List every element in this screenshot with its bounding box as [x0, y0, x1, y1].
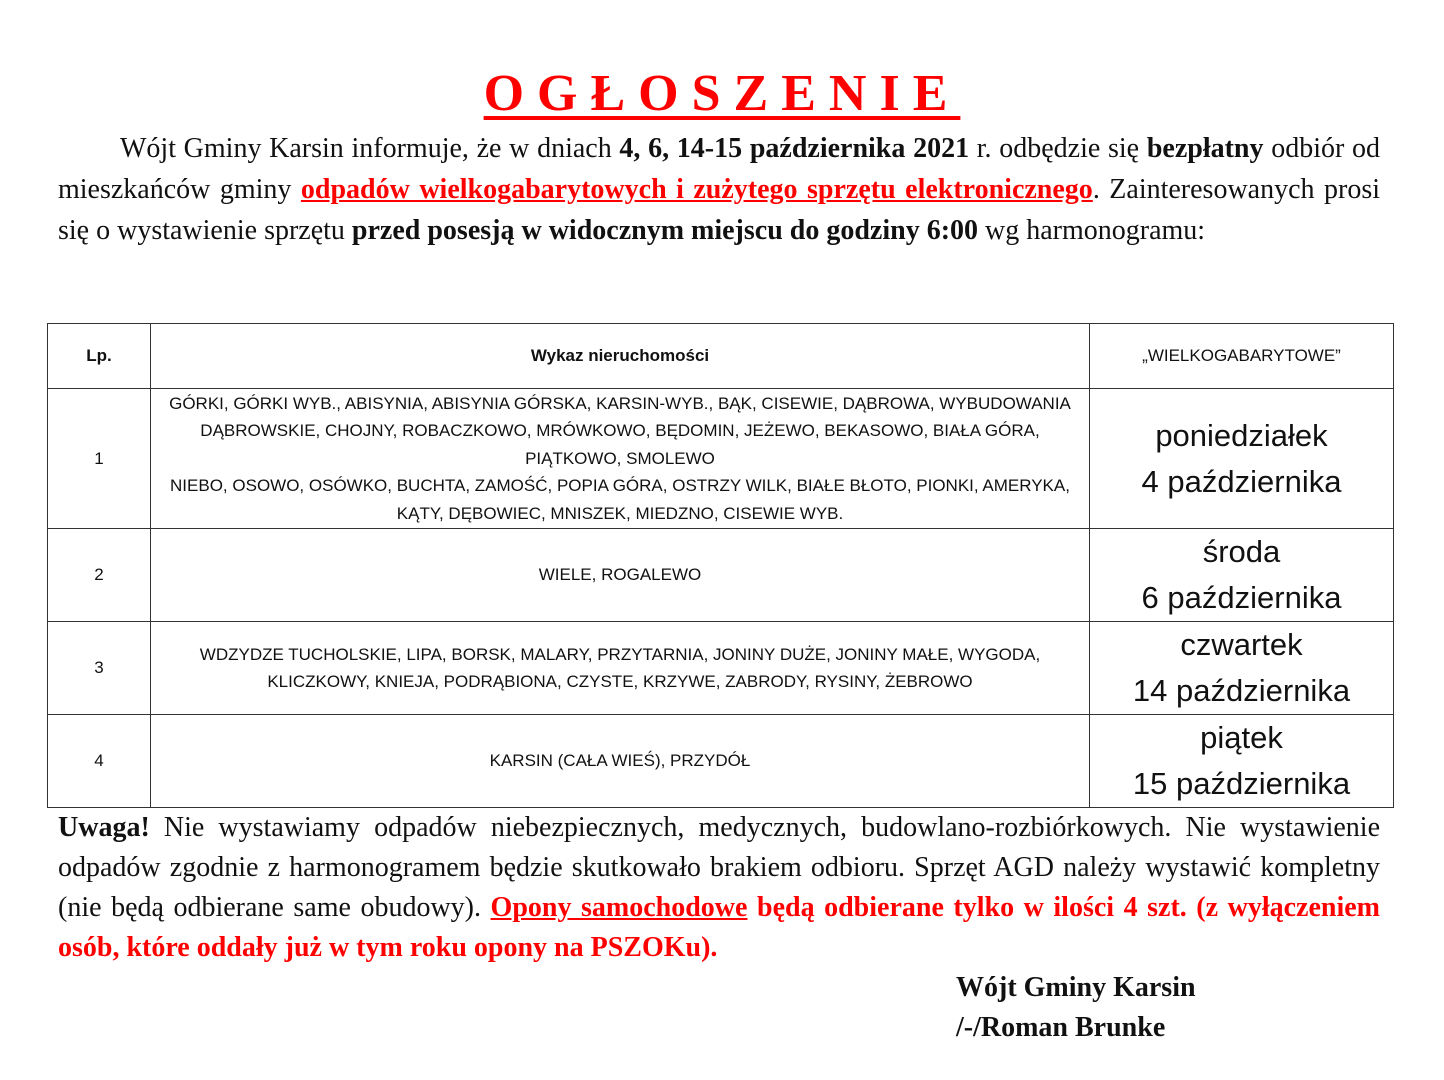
row-number: 4	[48, 715, 151, 808]
header-property-list: Wykaz nieruchomości	[151, 324, 1090, 389]
signature-role: Wójt Gminy Karsin	[956, 972, 1196, 1003]
row-places: WIELE, ROGALEWO	[151, 529, 1090, 622]
intro-paragraph: Wójt Gminy Karsin informuje, że w dniach 4, 6, 14-15 października 2021 r. odbędzie się bezpłatny odbiór od mieszkańców gminy odpadów wielkogabarytowych i zużytego sprzętu elektronicznego. Zainteresowanych prosi się o wystawienie sprzętu przed posesją w widocznym miejscu do godziny 6:00 wg harmonogramu:	[58, 133, 1381, 246]
row-date: czwartek 14 października	[1090, 622, 1394, 715]
row-places: WDZYDZE TUCHOLSKIE, LIPA, BORSK, MALARY, PRZYTARNIA, JONINY DUŻE, JONINY MAŁE, WYGODA, KLICZKOWY, KNIEJA, PODRĄBIONA, CZYSTE, KRZYWE, ZABRODY, RYSINY, ŻEBROWO	[151, 622, 1090, 715]
warning-note: Uwaga! Nie wystawiamy odpadów niebezpiecznych, medycznych, budowlano-rozbiórkowych. Nie wystawienie odpadów zgodnie z harmonogramem będzie skutkowało brakiem odbioru. Sprzęt AGD należy wystawić kompletny (nie będą odbierane same obudowy). Opony samochodowe będą odbierane tylko w ilości 4 szt. (z wyłączeniem osób, które oddały już w tym roku opony na PSZOKu).	[58, 812, 1380, 963]
header-waste-type: „WIELKOGABARYTOWE”	[1090, 324, 1394, 389]
row-date: piątek 15 października	[1090, 715, 1394, 808]
signature-block	[956, 968, 1196, 1048]
row-date: poniedziałek 4 października	[1090, 389, 1394, 529]
row-number: 3	[48, 622, 151, 715]
table-header-row	[48, 324, 1394, 389]
signature-name: /-/Roman Brunke	[956, 1012, 1166, 1043]
row-number: 1	[48, 389, 151, 529]
table-row	[48, 529, 1394, 622]
table-row	[48, 622, 1394, 715]
page-title: OGŁOSZENIE	[483, 65, 961, 122]
row-places: KARSIN (CAŁA WIEŚ), PRZYDÓŁ	[151, 715, 1090, 808]
row-number: 2	[48, 529, 151, 622]
tires-highlight: Opony samochodowe	[490, 892, 748, 923]
row-places: GÓRKI, GÓRKI WYB., ABISYNIA, ABISYNIA GÓRSKA, KARSIN-WYB., BĄK, CISEWIE, DĄBROWA, WYBUDOWANIA DĄBROWSKIE, CHOJNY, ROBACZKOWO, MRÓWKOWO, BĘDOMIN, JEŻEWO, BEKASOWO, BIAŁA GÓRA, PIĄTKOWO, SMOLEWO NIEBO, OSOWO, OSÓWKO, BUCHTA, ZAMOŚĆ, POPIA GÓRA, OSTRZY WILK, BIAŁE BŁOTO, PIONKI, AMERYKA, KĄTY, DĘBOWIEC, MNISZEK, MIEDZNO, CISEWIE WYB.	[151, 389, 1090, 529]
warning-label: Uwaga!	[58, 812, 150, 843]
header-lp: Lp.	[48, 324, 151, 389]
table-row	[48, 715, 1394, 808]
row-date: środa 6 października	[1090, 529, 1394, 622]
waste-type-highlight: odpadów wielkogabarytowych i zużytego sprzętu elektronicznego	[300, 174, 1093, 205]
table-row	[48, 389, 1394, 529]
schedule-table	[47, 323, 1394, 808]
